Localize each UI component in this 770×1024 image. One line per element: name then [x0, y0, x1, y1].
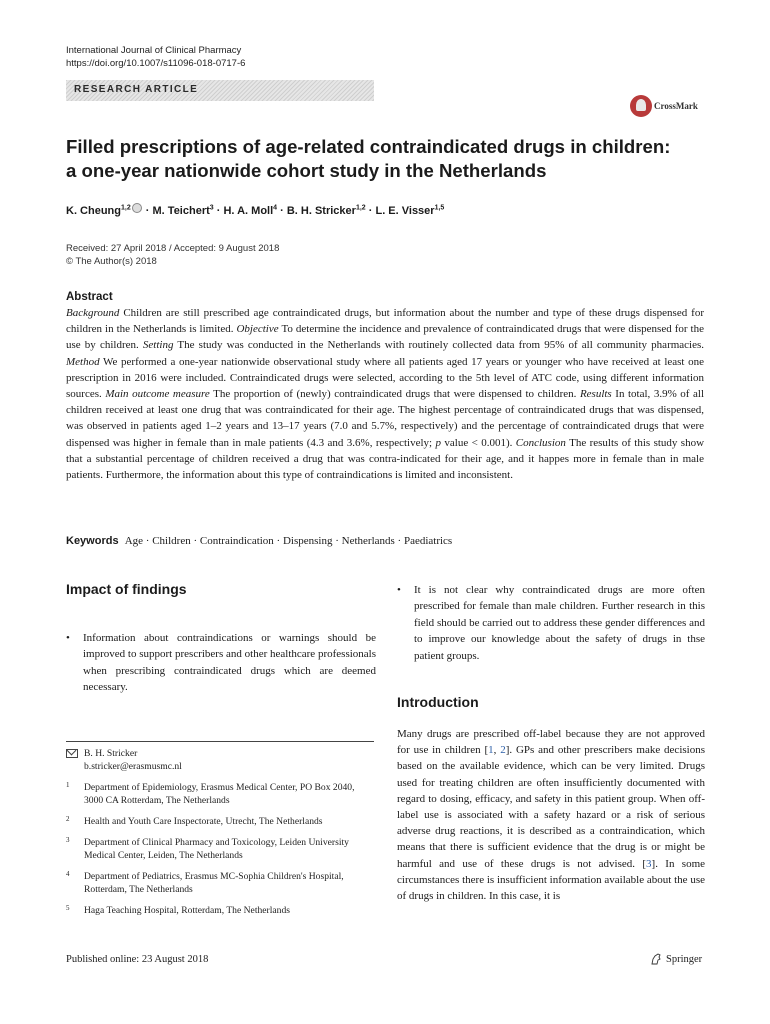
author-affiliation-sup: 1,2 — [121, 204, 131, 212]
crossmark-icon — [630, 95, 652, 117]
correspondence-name: B. H. Stricker — [84, 748, 138, 759]
publisher-logo — [650, 953, 702, 965]
intro-text: Many drugs are prescribed off-label because they are not approved for use in children [ — [397, 728, 705, 757]
affiliation — [66, 904, 376, 917]
abstract-outcome: The proportion of (newly) contraindicated drugs that were dispensed to children. — [213, 388, 577, 401]
author-name[interactable]: K. Cheung — [66, 205, 121, 217]
abstract-label-results: Results — [579, 388, 612, 401]
abstract-objective: To determine the incidence and prevalence of contraindicated drugs that were dispensed for the use by children. — [66, 323, 704, 352]
crossmark-badge[interactable] — [630, 95, 698, 117]
abstract-results-end: value < 0.001). — [444, 436, 513, 449]
article-title — [66, 135, 706, 183]
introduction-body — [397, 726, 705, 904]
abstract-method: We performed a one-year nationwide observational study where all patients aged 17 years or younger who have received at least one prescription in 2016 were included. Contraindicated drugs were selected, according to the 5th level of ATC code, using different information sources. — [66, 355, 704, 401]
affiliation-text: Department of Pediatrics, Erasmus MC-Sophia Children's Hospital, Rotterdam, The Netherlands — [84, 871, 344, 895]
abstract-label-conclusion: Conclusion — [515, 436, 566, 449]
affiliation-text: Health and Youth Care Inspectorate, Utrecht, The Netherlands — [84, 816, 323, 827]
author-affiliation-sup: 3 — [209, 204, 214, 212]
published-date: Published online: 23 August 2018 — [66, 954, 209, 965]
abstract-heading: Abstract — [66, 291, 113, 303]
publisher-name: Springer — [666, 953, 703, 965]
impact-heading: Impact of findings — [66, 581, 187, 597]
citation-link[interactable]: 2 — [500, 744, 506, 757]
author-affiliation-sup: 4 — [273, 204, 278, 212]
journal-name: International Journal of Clinical Pharmacy — [66, 45, 242, 56]
abstract-label-outcome: Main outcome measure — [105, 388, 210, 401]
affiliation-number: 1 — [66, 781, 70, 789]
affiliation-number: 5 — [66, 904, 70, 912]
envelope-icon — [66, 749, 78, 758]
author-name[interactable]: H. A. Moll — [223, 205, 274, 217]
impact-bullet-2 — [397, 582, 705, 664]
article-dates — [66, 242, 279, 268]
abstract-label-background: Background — [66, 307, 120, 319]
intro-text: ]. In some circumstances there is insufficient information available about the use of drugs in children. In this case, it is — [397, 857, 706, 903]
bullet-icon: • — [397, 584, 401, 596]
impact-bullet-text: Information about contraindications or warnings should be improved to support prescribers and other healthcare professionals when prescribing contraindicated drugs which are deemed necessary. — [83, 632, 376, 694]
article-type-banner — [66, 80, 374, 101]
abstract-setting: The study was conducted in the Netherlands with routinely collected data from 95% of all community pharmacies. — [177, 339, 705, 352]
doi-link[interactable]: https://doi.org/10.1007/s11096-018-0717-6 — [66, 58, 246, 69]
citation-link[interactable]: 3 — [646, 857, 652, 870]
abstract-conclusion: The results of this study show that a substantial percentage of children received a drug that was contra-indicated for their age, and it happes more in female than in male patients. Furthermore, the information about this type of contraindications is limited and inconsistent. — [66, 436, 705, 482]
copyright: © The Author(s) 2018 — [66, 256, 157, 267]
affiliation-number: 3 — [66, 836, 70, 844]
affiliation-number: 2 — [66, 815, 70, 823]
keywords — [66, 535, 452, 547]
affiliation-number: 4 — [66, 870, 70, 878]
correspondence — [66, 747, 376, 773]
intro-text: ]. GPs and other prescribers make decisions based on the available evidence, which can be very limited. Drugs used for treating children are often insufficiently documented with regard to dosing, efficacy, and safety in this patient group. When off-label use is associated with a safety hazard or a risk of serious adverse drug reactions, it is described as a contraindication, which means that there is sufficient evidence that the drug is or might be harmful and use of these drugs is not advised. [ — [397, 744, 705, 870]
affiliation — [66, 870, 376, 896]
affiliation-text: Department of Epidemiology, Erasmus Medical Center, PO Box 2040, 3000 CA Rotterdam, The Netherlands — [84, 782, 355, 806]
intro-text: , — [493, 744, 501, 757]
bullet-icon: • — [66, 632, 70, 644]
received-accepted: Received: 27 April 2018 / Accepted: 9 August 2018 — [66, 243, 280, 254]
affiliation — [66, 836, 376, 862]
keywords-label: Keywords — [66, 535, 119, 547]
affiliation-text: Department of Clinical Pharmacy and Toxicology, Leiden University Medical Center, Leiden, The Netherlands — [84, 837, 349, 861]
journal-header — [66, 44, 245, 70]
author-name[interactable]: M. Teichert — [152, 205, 210, 217]
abstract-label-objective: Objective — [236, 323, 279, 336]
affiliation — [66, 815, 376, 828]
footnote-divider — [66, 741, 374, 742]
abstract-results: In total, 3.9% of all children received at least one drug that was contraindicated for their age. The highest percentage of contraindicated drugs that was dispensed, was observed in patients aged 1–2 years and 13–17 years (7.0 and 5.7%, respectively) and the percentage of contraindicated drugs that were dispensed was higher in female than in male patients (4.3 and 3.6%, respectively; — [66, 388, 705, 449]
title-line-1: Filled prescriptions of age-related contraindicated drugs in children: — [66, 136, 671, 157]
crossmark-label: CrossMark — [654, 101, 698, 111]
author-notes — [66, 747, 376, 917]
introduction-heading: Introduction — [397, 694, 479, 710]
correspondence-email[interactable]: b.stricker@erasmusmc.nl — [84, 761, 182, 772]
keywords-list: Age · Children · Contraindication · Dispensing · Netherlands · Paediatrics — [124, 535, 453, 547]
affiliation — [66, 781, 376, 807]
abstract-body — [66, 305, 704, 483]
author-name[interactable]: B. H. Stricker — [286, 205, 356, 217]
affiliation-text: Haga Teaching Hospital, Rotterdam, The Netherlands — [84, 905, 290, 916]
author-affiliation-sup: 1,2 — [355, 204, 366, 212]
abstract-p-symbol: p — [435, 436, 441, 449]
author-list: K. Cheung$^{1,2}$ · M. Teichert$^3$ · H. A. Moll$^4$ · B. H. Stricker$^{1,2}$ · L. E. Visser$^{1,5}$ — [66, 204, 445, 217]
abstract-label-setting: Setting — [142, 339, 174, 352]
title-line-2: a one-year nationwide cohort study in the Netherlands — [66, 160, 547, 181]
citation-link[interactable]: 1 — [488, 744, 494, 757]
abstract-label-method: Method — [66, 355, 100, 368]
abstract-background: Children are still prescribed age contraindicated drugs, but information about the number and type of these drugs dispensed for children in the Netherlands is limited. — [66, 307, 705, 336]
impact-bullet-1 — [66, 630, 376, 696]
springer-horse-icon — [650, 953, 662, 965]
orcid-icon[interactable] — [132, 203, 142, 213]
impact-bullet-text: It is not clear why contraindicated drugs are more often prescribed for female than male children. Further research in this field should be carried out to address these gender differences and to improve our knowledge about the safety of drugs in thse patient groups. — [414, 584, 705, 662]
author-name[interactable]: L. E. Visser — [375, 205, 435, 217]
article-type-label: RESEARCH ARTICLE — [74, 84, 199, 95]
author-affiliation-sup: 1,5 — [434, 204, 445, 212]
